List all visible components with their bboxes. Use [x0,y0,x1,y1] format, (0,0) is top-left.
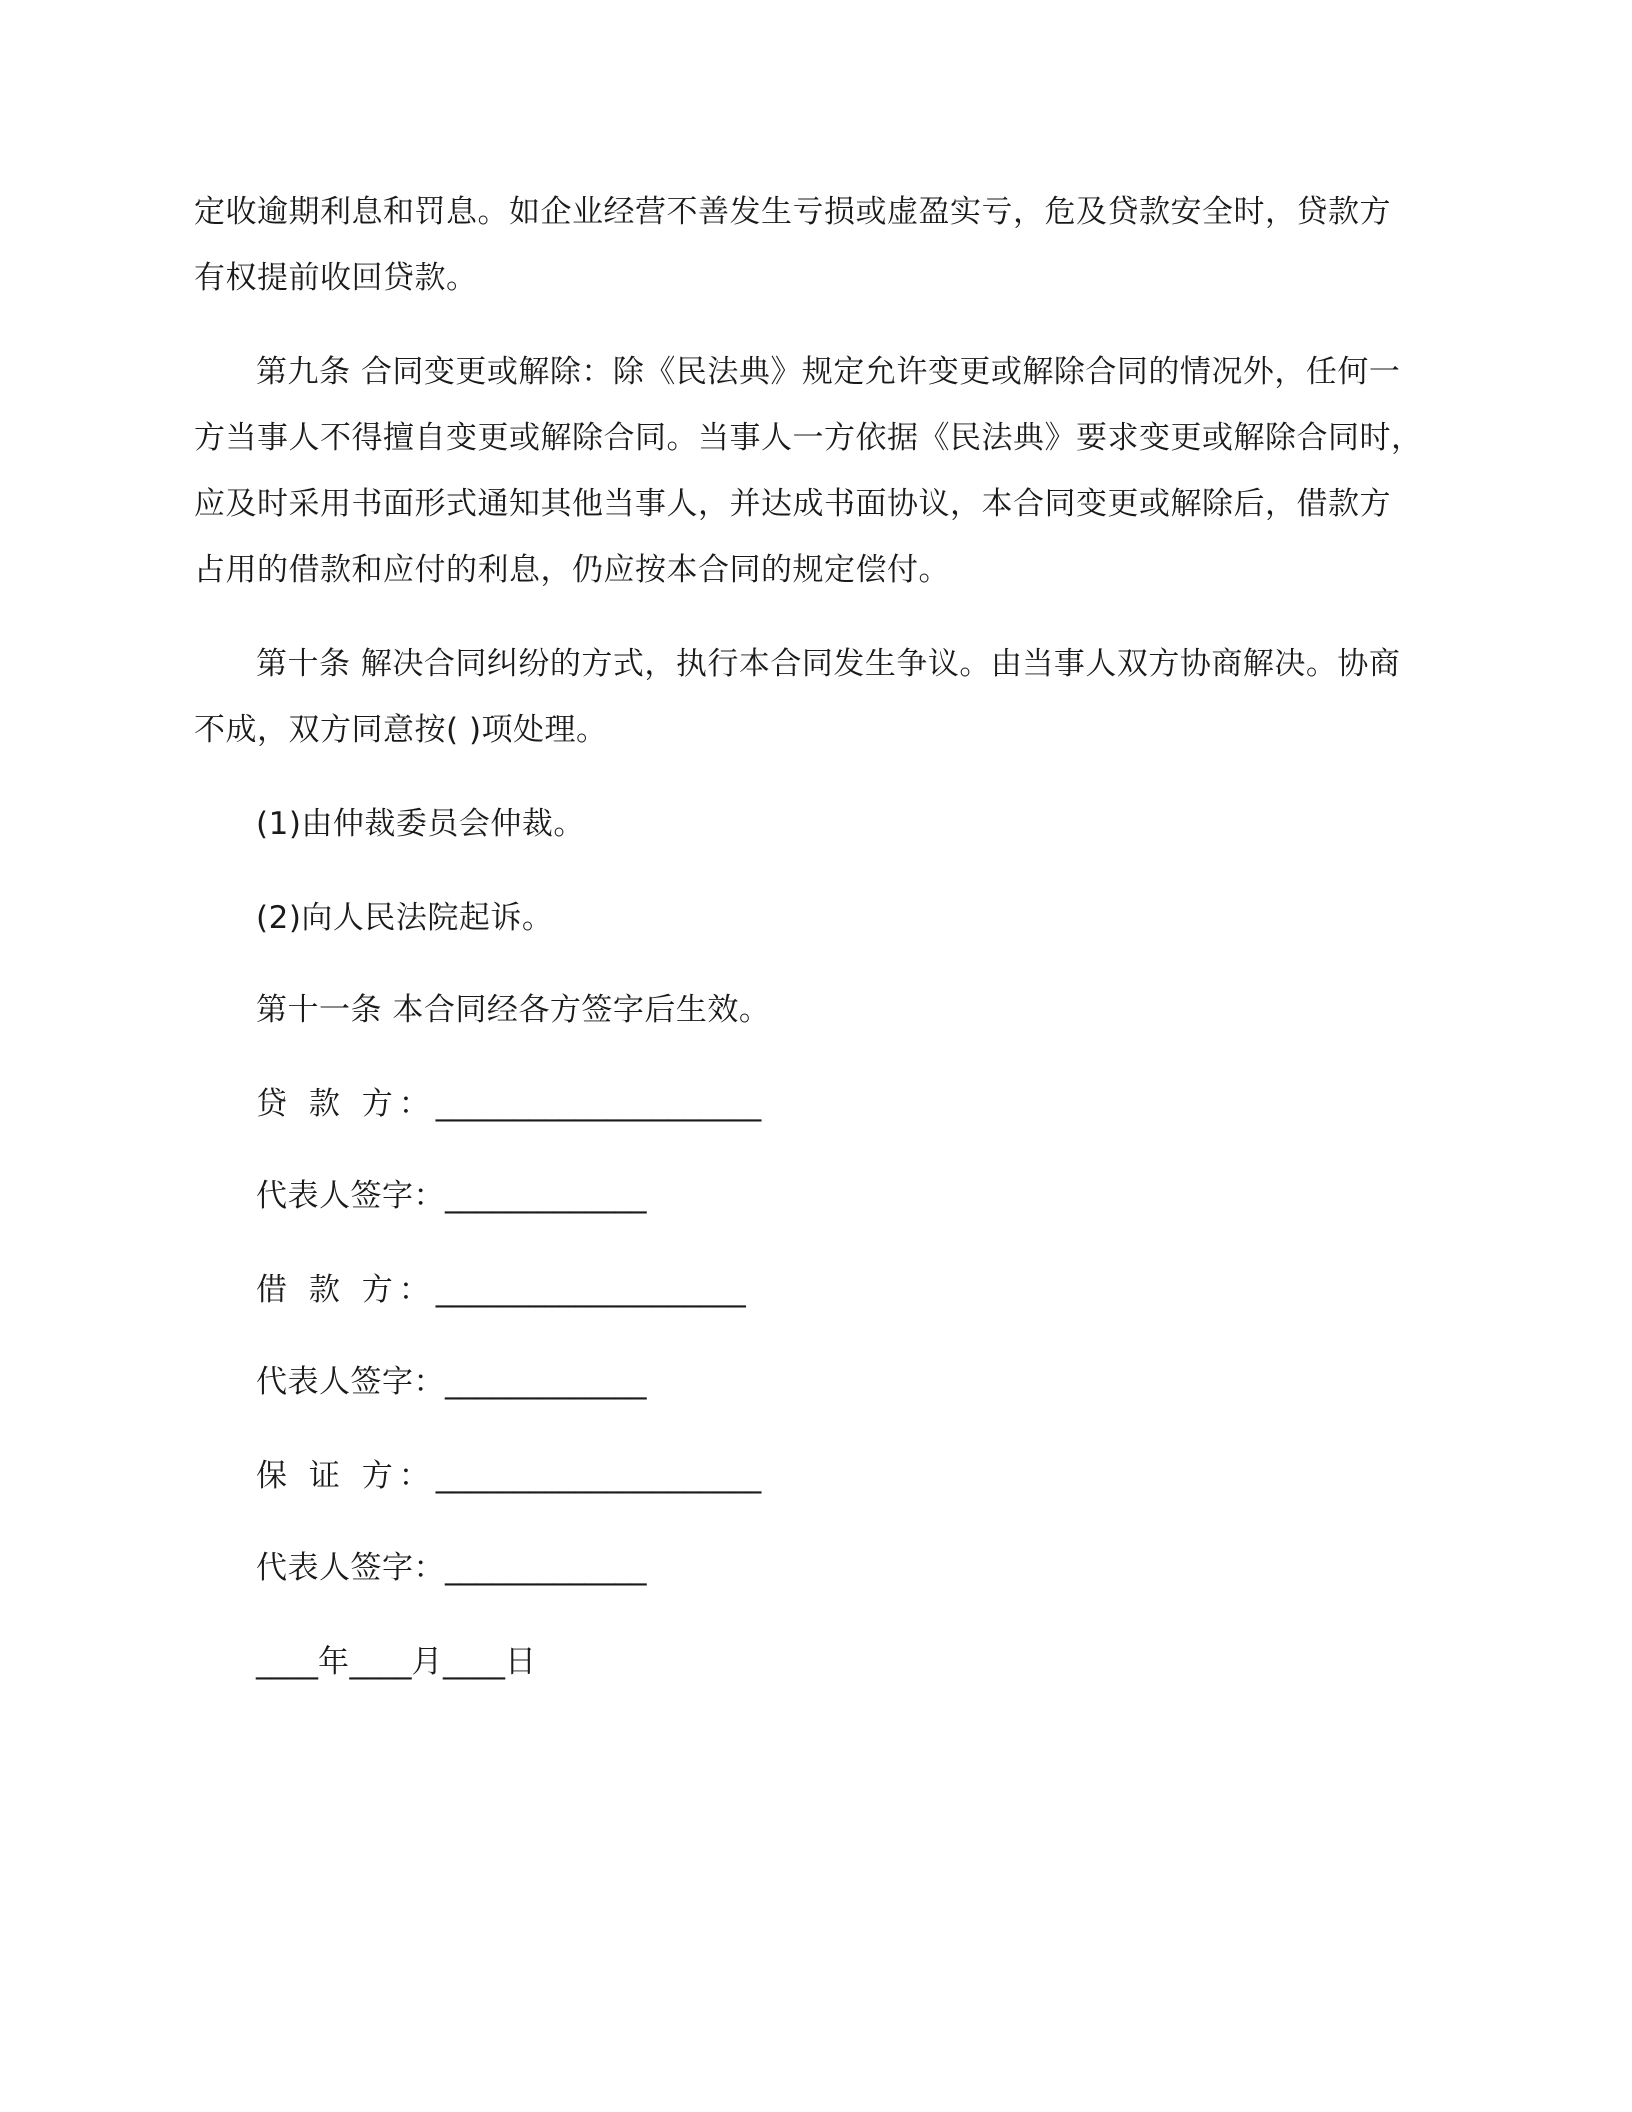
guarantor-rep-label: 代表人签字： [256,1550,445,1586]
borrower-blank: ____________________ [435,1272,746,1308]
lender-rep-blank: _____________ [445,1178,647,1214]
borrower-rep-label: 代表人签字： [256,1364,445,1400]
borrower-label: 借 款 方： [256,1272,436,1308]
year-label: 年 [318,1644,350,1680]
clause8-line-1: 定收逾期利息和罚息。如企业经营不善发生亏损或虚盈实亏，危及贷款安全时，贷款方 [194,194,1391,230]
clause10-option-1: (1)由仲裁委员会仲裁。 [256,806,585,842]
month-blank: ____ [349,1644,412,1680]
clause10-line-1: 第十条 解决合同纠纷的方式，执行本合同发生争议。由当事人双方协商解决。协商 [256,646,1401,682]
month-label: 月 [411,1644,443,1680]
guarantor-rep-blank: _____________ [445,1550,647,1586]
lender-blank: _____________________ [435,1086,762,1122]
lender-rep-label: 代表人签字： [256,1178,445,1214]
day-blank: ____ [443,1644,505,1680]
guarantor-label: 保 证 方： [256,1458,436,1494]
clause8-line-2: 有权提前收回贷款。 [194,260,478,296]
clause9-line-1: 第九条 合同变更或解除：除《民法典》规定允许变更或解除合同的情况外，任何一 [256,354,1401,390]
borrower-rep-blank: _____________ [445,1364,647,1400]
lender-signature-line [256,1084,761,1124]
year-blank: ____ [256,1644,318,1680]
borrower-signature-line [256,1270,746,1310]
clause10-line-2: 不成，双方同意按( )项处理。 [194,712,608,748]
guarantor-blank: _____________________ [435,1458,762,1494]
guarantor-signature-line [256,1456,761,1496]
clause11-text: 第十一条 本合同经各方签字后生效。 [256,992,771,1028]
clause9-line-3: 应及时采用书面形式通知其他当事人，并达成书面协议，本合同变更或解除后，借款方 [194,486,1391,522]
borrower-rep-signature-line [256,1362,647,1402]
clause10-option-2: (2)向人民法院起诉。 [256,900,554,936]
lender-rep-signature-line [256,1176,647,1216]
signing-date-line [256,1642,537,1682]
guarantor-rep-signature-line [256,1548,647,1588]
clause9-line-2: 方当事人不得擅自变更或解除合同。当事人一方依据《民法典》要求变更或解除合同时， [194,420,1423,456]
day-label: 日 [505,1644,537,1680]
clause9-line-4: 占用的借款和应付的利息，仍应按本合同的规定偿付。 [194,552,950,588]
lender-label: 贷 款 方： [256,1086,436,1122]
